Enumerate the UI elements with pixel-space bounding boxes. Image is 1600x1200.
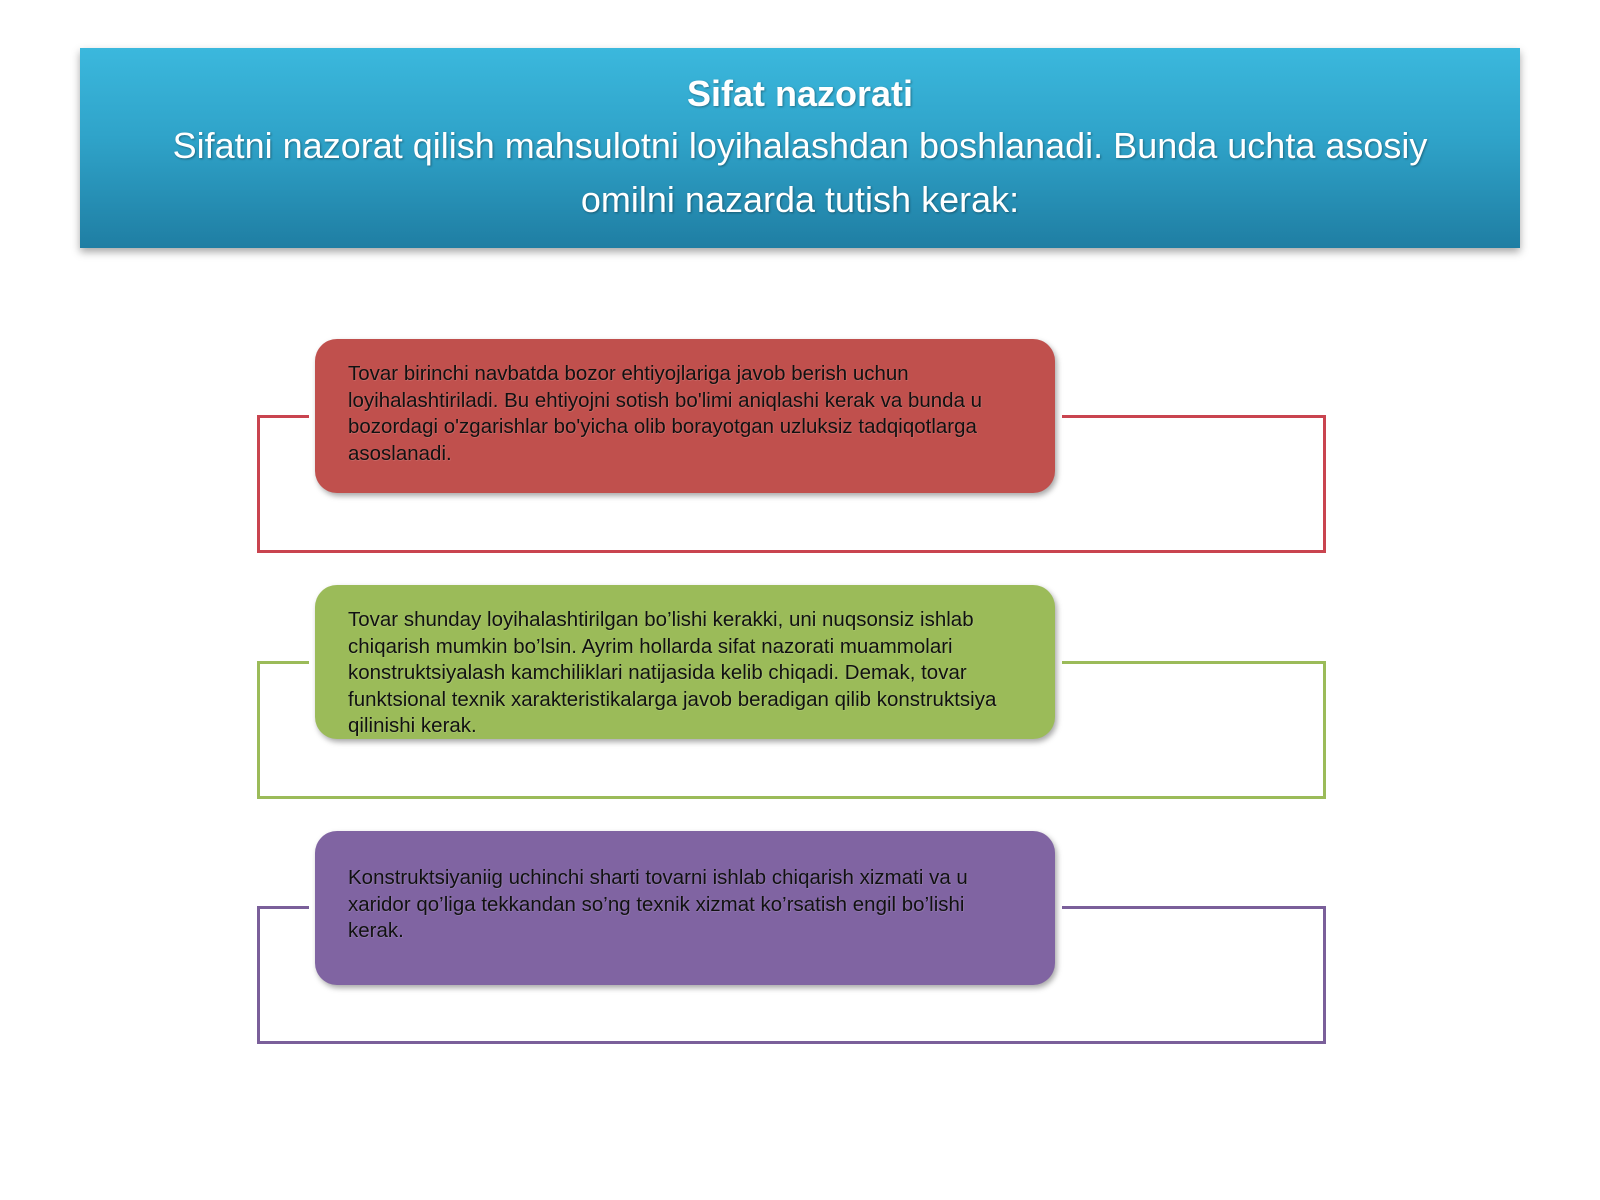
factor-1-bracket-right-cap xyxy=(1062,415,1326,418)
slide-subtitle: Sifatni nazorat qilish mahsulotni loyihalashdan boshlanadi. Bunda uchta asosiy omilni nazarda tutish kerak: xyxy=(172,125,1428,220)
factor-2-card xyxy=(315,585,1055,739)
factor-2-text: Tovar shunday loyihalashtirilgan bo’lishi kerakki, uni nuqsonsiz ishlab chiqarish mumkin bo’lsin. Ayrim hollarda sifat nazorati muammolari konstruktsiyalash kamchiliklari natijasida kelib chiqadi. Demak, tovar funktsional texnik xarakteristikalarga javob beradigan qilib konstruktsiya qilinishi kerak. xyxy=(348,608,997,737)
slide-title: Sifat nazorati xyxy=(686,73,914,114)
factor-3-bracket-left-cap xyxy=(257,906,309,909)
factor-2-bracket-left-cap xyxy=(257,661,309,664)
title-banner xyxy=(80,48,1520,248)
factor-1-text: Tovar birinchi navbatda bozor ehtiyojlariga javob berish uchun loyihalashtiriladi. Bu ehtiyojni sotish bo'limi aniqlashi kerak va bunda u bozordagi o'zgarishlar bo'yicha olib borayotgan uzluksiz tadqiqotlarga asoslanadi. xyxy=(348,362,983,465)
factor-1-card xyxy=(315,339,1055,493)
factor-3-bracket-right-cap xyxy=(1062,906,1326,909)
factor-3-card xyxy=(315,831,1055,985)
factor-1-bracket-left-cap xyxy=(257,415,309,418)
factor-2-bracket-right-cap xyxy=(1062,661,1326,664)
factor-3-text: Konstruktsiyaniig uchinchi sharti tovarni ishlab chiqarish xizmati va u xaridor qo’liga tekkandan so’ng texnik xizmat ko’rsatish engil bo’lishi kerak. xyxy=(348,866,968,942)
